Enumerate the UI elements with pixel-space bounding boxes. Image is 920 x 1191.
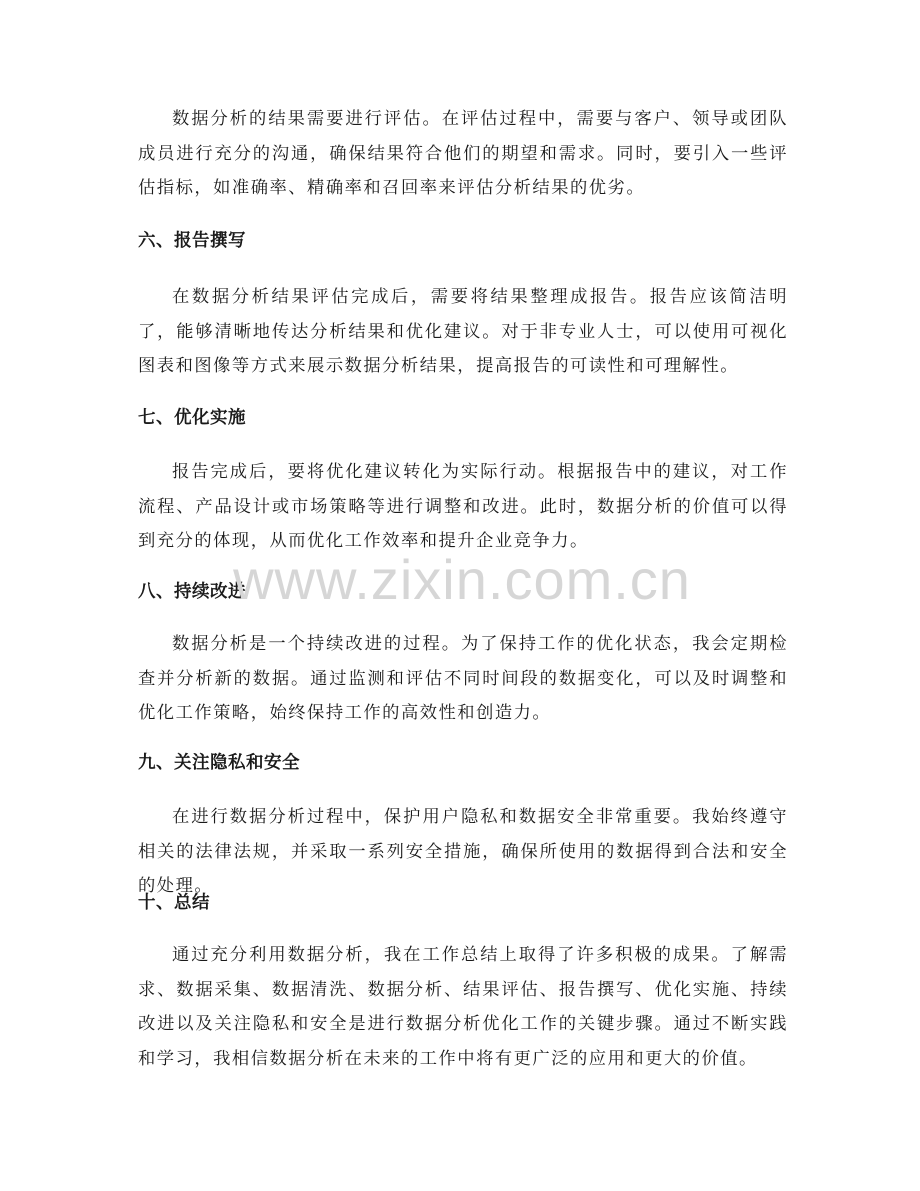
section-body-privacy-security: 在进行数据分析过程中，保护用户隐私和数据安全非常重要。我始终遵守相关的法律法规，并采取一系列安全措施，确保所使用的数据得到合法和安全的处理。 [138, 807, 788, 896]
watermark-text: www.zixin.com.cn [233, 548, 691, 611]
section-heading-report-writing: 六、报告撰写 [138, 231, 246, 251]
section-heading-optimization-implementation: 七、优化实施 [138, 408, 246, 428]
section-heading-privacy-security: 九、关注隐私和安全 [138, 753, 300, 773]
section-heading-summary: 十、总结 [138, 893, 210, 913]
section-body-continuous-improvement: 数据分析是一个持续改进的过程。为了保持工作的优化状态，我会定期检查并分析新的数据。通过监测和评估不同时间段的数据变化，可以及时调整和优化工作策略，始终保持工作的高效性和创造力。 [138, 634, 788, 723]
section-body-summary: 通过充分利用数据分析，我在工作总结上取得了许多积极的成果。了解需求、数据采集、数据清洗、数据分析、结果评估、报告撰写、优化实施、持续改进以及关注隐私和安全是进行数据分析优化工作的关键步骤。通过不断实践和学习，我相信数据分析在未来的工作中将有更广泛的应用和更大的价值。 [138, 945, 788, 1069]
section-body-optimization-implementation: 报告完成后，要将优化建议转化为实际行动。根据报告中的建议，对工作流程、产品设计或市场策略等进行调整和改进。此时，数据分析的价值可以得到充分的体现，从而优化工作效率和提升企业竞争力。 [138, 462, 788, 551]
intro-paragraph: 数据分析的结果需要进行评估。在评估过程中，需要与客户、领导或团队成员进行充分的沟通，确保结果符合他们的期望和需求。同时，要引入一些评估指标，如准确率、精确率和召回率来评估分析结果的优劣。 [138, 109, 788, 198]
section-body-report-writing: 在数据分析结果评估完成后，需要将结果整理成报告。报告应该简洁明了，能够清晰地传达分析结果和优化建议。对于非专业人士，可以使用可视化图表和图像等方式来展示数据分析结果，提高报告的可读性和可理解性。 [138, 287, 788, 376]
section-heading-continuous-improvement: 八、持续改进 [138, 582, 246, 602]
